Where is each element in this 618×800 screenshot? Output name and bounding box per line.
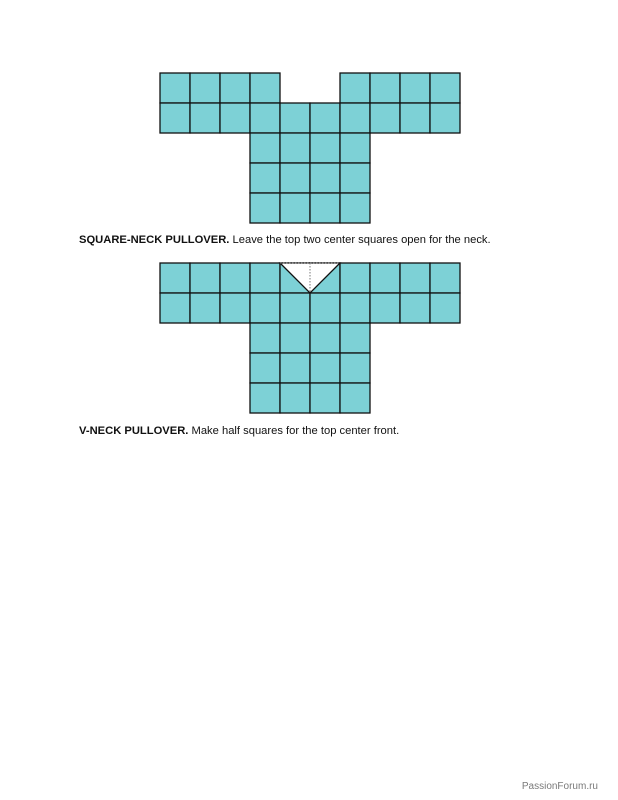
square-neck-caption-title: SQUARE-NECK PULLOVER.	[79, 234, 230, 246]
grid-square	[310, 133, 340, 163]
grid-square	[250, 133, 280, 163]
grid-square	[250, 353, 280, 383]
grid-square	[280, 163, 310, 193]
grid-square	[340, 383, 370, 413]
v-neck-pullover-diagram	[0, 255, 618, 425]
square-neck-pullover-diagram	[0, 0, 618, 230]
grid-square	[250, 263, 280, 293]
grid-square	[190, 263, 220, 293]
grid-square	[340, 323, 370, 353]
grid-square	[340, 133, 370, 163]
grid-square	[400, 103, 430, 133]
grid-square	[400, 293, 430, 323]
v-neck-caption	[79, 425, 399, 437]
grid-square	[310, 193, 340, 223]
grid-square	[220, 103, 250, 133]
grid-square	[310, 163, 340, 193]
grid-square	[280, 193, 310, 223]
grid-square	[340, 103, 370, 133]
grid-square	[280, 103, 310, 133]
grid-square	[190, 73, 220, 103]
grid-square	[310, 383, 340, 413]
grid-square	[370, 73, 400, 103]
grid-square	[370, 293, 400, 323]
grid-square	[340, 353, 370, 383]
grid-square	[370, 103, 400, 133]
grid-square	[250, 383, 280, 413]
grid-square	[220, 73, 250, 103]
watermark: PassionForum.ru	[521, 781, 598, 792]
v-neck-caption-title: V-NECK PULLOVER.	[79, 425, 189, 437]
grid-square	[340, 163, 370, 193]
grid-square	[310, 293, 340, 323]
grid-square	[160, 73, 190, 103]
grid-square	[370, 263, 400, 293]
grid-square	[430, 263, 460, 293]
grid-square	[190, 293, 220, 323]
square-neck-caption-text: Leave the top two center squares open for the neck.	[229, 234, 491, 246]
v-neck-caption-text: Make half squares for the top center front.	[188, 425, 400, 437]
grid-square	[160, 293, 190, 323]
grid-square	[340, 193, 370, 223]
grid-square	[400, 263, 430, 293]
grid-square	[430, 103, 460, 133]
grid-square	[220, 293, 250, 323]
grid-square	[340, 263, 370, 293]
grid-square	[250, 73, 280, 103]
grid-square	[220, 263, 250, 293]
grid-square	[340, 293, 370, 323]
grid-square	[160, 263, 190, 293]
grid-square	[280, 133, 310, 163]
grid-square	[160, 103, 190, 133]
grid-square	[250, 103, 280, 133]
grid-square	[310, 353, 340, 383]
grid-square	[280, 383, 310, 413]
grid-square	[310, 103, 340, 133]
square-neck-caption	[79, 234, 491, 246]
grid-square	[250, 193, 280, 223]
grid-square	[430, 73, 460, 103]
grid-square	[400, 73, 430, 103]
grid-square	[250, 323, 280, 353]
grid-square	[190, 103, 220, 133]
grid-square	[310, 323, 340, 353]
grid-square	[280, 323, 310, 353]
grid-square	[340, 73, 370, 103]
grid-square	[280, 293, 310, 323]
grid-square	[430, 293, 460, 323]
grid-square	[250, 293, 280, 323]
grid-square	[250, 163, 280, 193]
grid-square	[280, 353, 310, 383]
